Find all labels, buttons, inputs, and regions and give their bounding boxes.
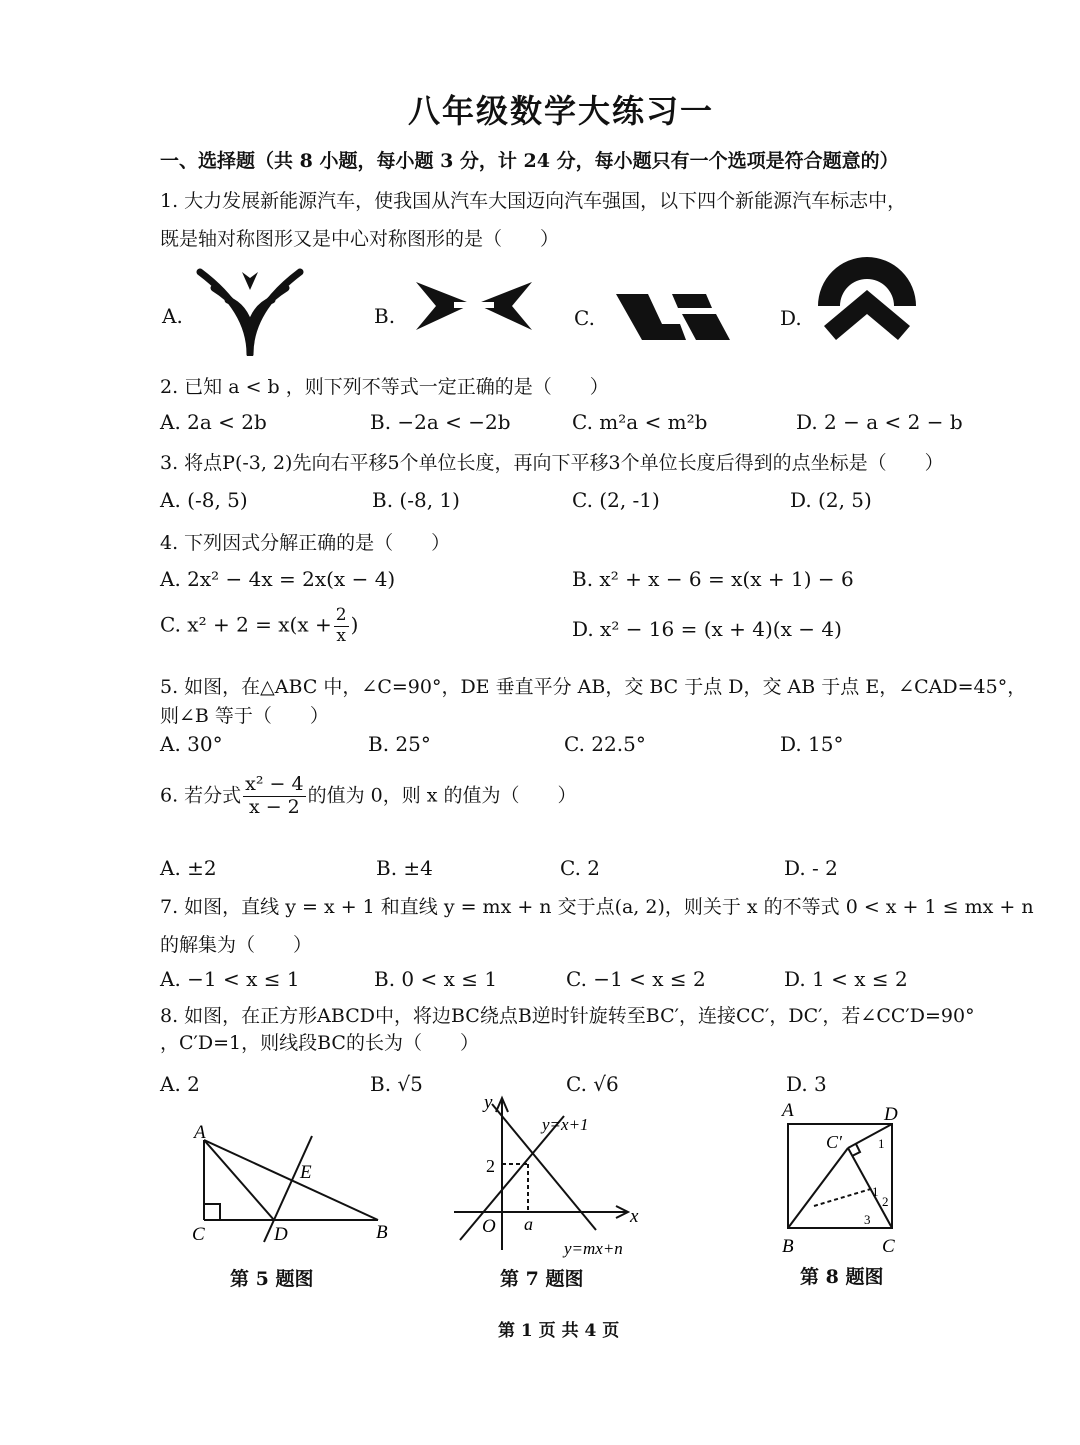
q5-option-b: B. 25° (368, 732, 431, 756)
q7-option-c: C. −1 < x ≤ 2 (566, 967, 706, 991)
page-footer: 第 1 页 共 4 页 (498, 1321, 620, 1341)
q4-option-a: A. 2x² − 4x = 2x(x − 4) (160, 567, 396, 591)
q3-stem: 3. 将点P(-3, 2)先向右平移5个单位长度，再向下平移3个单位长度后得到的点坐标是（ ） (160, 452, 944, 474)
q2-option-d: D. 2 − a < 2 − b (796, 410, 963, 434)
q5-option-d: D. 15° (780, 732, 844, 756)
figure-8 (774, 1096, 914, 1260)
fig7-label-line2: y=mx+n (564, 1239, 623, 1258)
fig8-caption: 第 8 题图 (800, 1266, 884, 1288)
fig7-line-y-x-plus-1 (460, 1116, 564, 1240)
q1-option-b-label: B. (374, 304, 396, 328)
q7-option-b: B. 0 < x ≤ 1 (374, 967, 498, 991)
q2-option-a: A. 2a < 2b (160, 410, 267, 434)
logo-b-image (414, 280, 534, 332)
fig5-right-angle-mark (204, 1204, 220, 1220)
q1-line1: 1. 大力发展新能源汽车，使我国从汽车大国迈向汽车强国，以下四个新能源汽车标志中， (160, 190, 907, 212)
q7-line1: 7. 如图，直线 y = x + 1 和直线 y = mx + n 交于点(a, 2)，则关于 x 的不等式 0 < x + 1 ≤ mx + n (160, 896, 1034, 918)
section-header: 一、选择题（共 8 小题，每小题 3 分，计 24 分，每小题只有一个选项是符合题意的） (160, 150, 899, 172)
q4-option-b: B. x² + x − 6 = x(x + 1) − 6 (572, 567, 854, 591)
q4-option-c-pre: C. x² + 2 = x(x + (160, 612, 332, 637)
fig7-label-y: y (484, 1092, 493, 1113)
q1-option-d-label: D. (780, 306, 802, 330)
q6-option-b: B. ±4 (376, 856, 433, 880)
fig8-label-n1b: 1 (872, 1184, 879, 1199)
q3-option-c: C. (2, -1) (572, 488, 660, 512)
q2-stem: 2. 已知 a < b ，则下列不等式一定正确的是（ ） (160, 376, 609, 398)
q8-option-a: A. 2 (160, 1072, 200, 1096)
fig8-label-n2: 2 (882, 1194, 889, 1209)
q4-option-c-num: 2 (335, 605, 347, 625)
q5-line2: 则∠B 等于（ ） (160, 705, 329, 727)
q3-option-a: A. (-8, 5) (160, 488, 248, 512)
fig8-label-d: D (884, 1104, 898, 1125)
fig8-segment-bcp (788, 1148, 848, 1228)
q2-option-b: B. −2a < −2b (370, 410, 511, 434)
fig8-segment-cpd (848, 1124, 892, 1148)
q3-option-b: B. (-8, 1) (372, 488, 460, 512)
q3-option-d: D. (2, 5) (790, 488, 872, 512)
figure-7 (446, 1090, 646, 1262)
q8-line1: 8. 如图，在正方形ABCD中，将边BC绕点B逆时针旋转至BC′，连接CC′，DC′，若∠CC′D=90° (160, 1005, 975, 1027)
logo-c-image (614, 290, 732, 342)
fig7-label-line1: y=x+1 (542, 1115, 589, 1134)
fig5-label-b: B (376, 1222, 388, 1243)
fig7-label-o: O (482, 1216, 496, 1237)
q7-option-d: D. 1 < x ≤ 2 (784, 967, 908, 991)
fig7-label-x: x (630, 1206, 639, 1227)
fig7-label-a: a (524, 1214, 533, 1234)
logo-d-image (814, 256, 920, 350)
fig5-label-e: E (300, 1162, 312, 1183)
fig7-label-2: 2 (486, 1156, 495, 1176)
q6-post: 的值为 0，则 x 的值为（ ） (307, 784, 577, 807)
q5-option-c: C. 22.5° (564, 732, 646, 756)
fig8-dash-1 (814, 1188, 874, 1206)
q6-num: x² − 4 (245, 773, 304, 795)
logo-a-image (194, 262, 306, 356)
q1-line2: 既是轴对称图形又是中心对称图形的是（ ） (160, 228, 560, 250)
fig7-caption: 第 7 题图 (500, 1268, 584, 1290)
q6-option-c: C. 2 (560, 856, 601, 880)
q8-line2: ，C′D=1，则线段BC的长为（ ） (160, 1032, 479, 1054)
fig5-label-a: A (194, 1122, 206, 1143)
fig8-label-c: C (882, 1236, 895, 1257)
q8-option-b: B. √5 (370, 1072, 423, 1096)
q6-option-a: A. ±2 (160, 856, 217, 880)
q5-option-a: A. 30° (160, 732, 223, 756)
q1-option-c-label: C. (574, 306, 595, 330)
q4-stem: 4. 下列因式分解正确的是（ ） (160, 532, 451, 554)
q4-option-d: D. x² − 16 = (x + 4)(x − 4) (572, 617, 842, 641)
q1-option-a-label: A. (162, 304, 183, 328)
q4-option-c-post: ) (350, 612, 359, 637)
fig5-label-d: D (274, 1224, 288, 1245)
q7-option-a: A. −1 < x ≤ 1 (160, 967, 300, 991)
q2-option-c: C. m²a < m²b (572, 410, 708, 434)
q8-option-d: D. 3 (786, 1072, 827, 1096)
fig8-label-n1: 1 (878, 1136, 885, 1151)
fig5-label-c: C (192, 1224, 205, 1245)
fig5-perp-bisector (264, 1136, 312, 1242)
q4-option-c-den: x (336, 625, 346, 646)
q6-stem (160, 774, 577, 819)
figure-5 (186, 1118, 406, 1246)
q8-option-c: C. √6 (566, 1072, 619, 1096)
fig8-label-a: A (782, 1100, 794, 1121)
q6-den: x − 2 (248, 795, 300, 818)
fig8-label-b: B (782, 1236, 794, 1257)
fig5-segment-ad (204, 1140, 274, 1220)
q7-line2: 的解集为（ ） (160, 934, 313, 956)
q5-line1: 5. 如图，在△ABC 中，∠C=90°，DE 垂直平分 AB，交 BC 于点 D，交 AB 于点 E，∠CAD=45°， (160, 676, 1027, 698)
fig5-caption: 第 5 题图 (230, 1268, 314, 1290)
fig8-label-cprime: C′ (826, 1132, 842, 1152)
q6-option-d: D. - 2 (784, 856, 838, 880)
page-title: 八年级数学大练习一 (408, 92, 715, 130)
q6-pre: 6. 若分式 (160, 784, 242, 807)
q4-option-c (160, 606, 358, 646)
fig8-label-n3: 3 (864, 1212, 871, 1227)
